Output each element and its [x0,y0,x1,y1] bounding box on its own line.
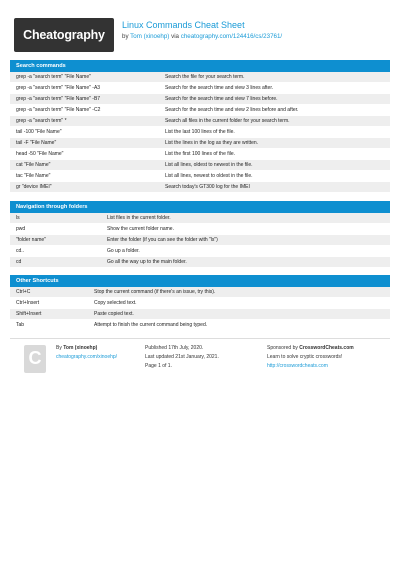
sponsor-link[interactable]: http://crosswordcheats.com [267,363,328,369]
command-cell: cd [16,259,22,265]
command-cell: grep -a "search term" "File Name" -B7 [16,96,101,102]
description-cell: Show the current folder name. [107,226,174,232]
command-cell: tac "File Name" [16,173,51,179]
sponsor-name[interactable]: CrosswordCheats.com [299,345,354,351]
footer-sponsor-column [267,344,354,371]
section-other-shortcuts [10,275,390,331]
description-cell: Stop the current command (if there's an issue, try this). [94,289,216,295]
description-cell: Copy selected text. [94,300,137,306]
command-cell: Ctrl+C [16,289,31,295]
table-row [10,320,390,331]
table-row [10,224,390,235]
command-cell: gr "device IMEI" [16,184,52,190]
description-cell: Go all the way up to the main folder. [107,259,187,265]
page-title: Linux Commands Cheat Sheet [122,20,245,30]
command-cell: tail -F "File Name" [16,140,57,146]
command-cell: grep -a "search term" "File Name" [16,74,91,80]
by-prefix: by [122,33,129,40]
command-cell: head -50 "File Name" [16,151,64,157]
table-row [10,235,390,246]
command-cell: cd.. [16,248,25,254]
table-row [10,149,390,160]
icon-letter: C [28,348,42,368]
table-row [10,138,390,149]
page-number: Page 1 of 1. [145,363,172,369]
sponsor-tagline: Learn to solve cryptic crosswords! [267,354,343,360]
command-cell: pwd [16,226,26,232]
description-cell: Search for the search time and view 3 lines after. [165,85,274,91]
table-row [10,116,390,127]
description-cell: List the first 100 lines of the file. [165,151,236,157]
description-cell: Search all files in the current folder for your search term. [165,118,290,124]
byline [122,33,282,40]
footer [10,338,390,378]
description-cell: List the lines in the log as they are written. [165,140,259,146]
description-cell: Go up a folder. [107,248,140,254]
command-cell: cat "File Name" [16,162,51,168]
section-search-commands [10,60,390,193]
section-title: Other Shortcuts [10,275,390,287]
sheet-url-link[interactable]: cheatography.com/124416/cs/23761/ [180,33,283,40]
table-row [10,127,390,138]
section-title: Search commands [10,60,390,72]
table-row [10,309,390,320]
command-cell: Shift+Insert [16,311,42,317]
cheatography-c-icon [24,345,46,373]
header [10,18,390,54]
table-row [10,257,390,268]
table-row [10,182,390,193]
description-cell: List all lines, oldest to newest in the file. [165,162,253,168]
via-text: via [171,33,180,40]
cheatography-logo[interactable]: Cheatography [14,18,114,52]
description-cell: Search for the search time and view 2 lines before and after. [165,107,299,113]
command-cell: ls [16,215,20,221]
table-row [10,105,390,116]
command-cell: tail -100 "File Name" [16,129,62,135]
footer-author-link[interactable]: cheatography.com/xinoehp/ [56,354,118,360]
table-row [10,171,390,182]
command-cell: Tab [16,322,25,328]
description-cell: Search today's GT300 log for the IMEI [165,184,250,190]
author-link[interactable]: Tom (xinoehp) [130,33,170,40]
command-cell: "folder name" [16,237,46,243]
table-row [10,298,390,309]
section-title: Navigation through folders [10,201,390,213]
section-navigation-folders [10,201,390,268]
footer-author-name[interactable]: Tom (xinoehp) [63,345,98,351]
command-cell: grep -a "search term" "File Name" -A3 [16,85,101,91]
table-row [10,94,390,105]
table-row [10,246,390,257]
command-cell: grep -a "search term" "File Name" -C2 [16,107,101,113]
description-cell: List files in the current folder. [107,215,171,221]
command-cell: grep -a "search term" * [16,118,67,124]
description-cell: Attempt to finish the current command being typed. [94,322,208,328]
updated-date: Last updated 21st January, 2021. [145,354,219,360]
author-prefix: By [56,345,62,351]
footer-author-column [56,344,117,362]
description-cell: List the last 100 lines of the file. [165,129,235,135]
footer-dates-column [145,344,219,371]
description-cell: Paste copied text. [94,311,134,317]
published-date: Published 17th July, 2020. [145,345,204,351]
table-row [10,72,390,83]
table-row [10,213,390,224]
description-cell: Enter the folder (if you can see the folder with "ls") [107,237,218,243]
table-row [10,287,390,298]
command-cell: Ctrl+Insert [16,300,40,306]
description-cell: List all lines, newest to oldest in the file. [165,173,253,179]
description-cell: Search the file for your search term. [165,74,245,80]
sponsor-prefix: Sponsored by [267,345,298,351]
table-row [10,83,390,94]
description-cell: Search for the search time and view 7 lines before. [165,96,278,102]
table-row [10,160,390,171]
